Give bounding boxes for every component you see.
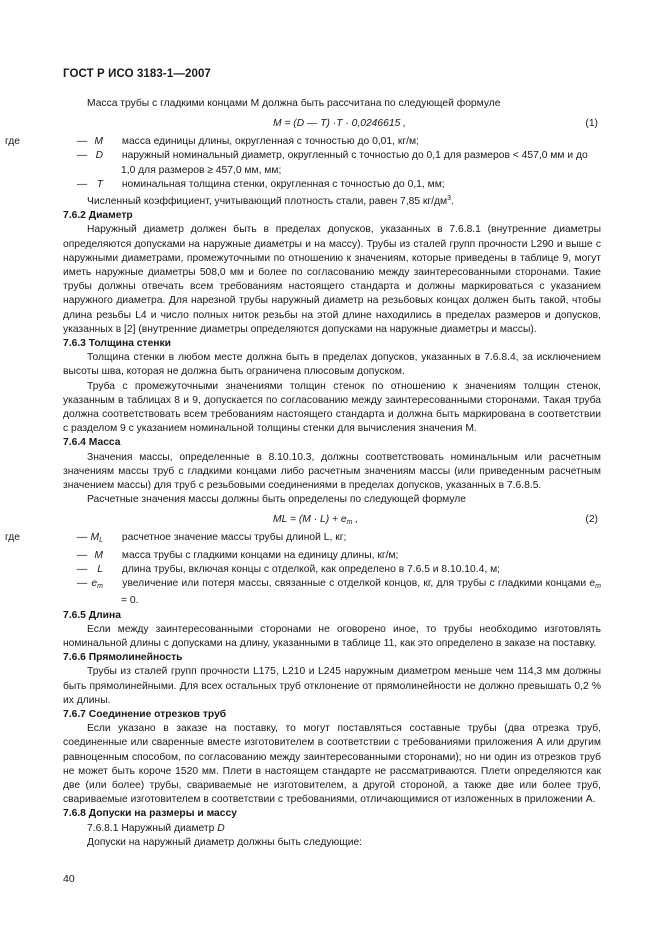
where-text: увеличение или потеря массы, связанные с отделкой концов, кг, для трубы с гладкими концами e [122, 578, 596, 590]
section-7-6-4-p1: Значения массы, определенные в 8.10.10.3, должны соответствовать номинальным или расчетным значениям массы труб с гладкими концами либо расчетным значениям массы (или приведенным расчетным значением массы) для труб с резьбовыми соединениями в пределах допусков, указанных в 7.6.8.5. [63, 451, 601, 492]
where-item [63, 563, 601, 577]
dash: — [76, 549, 88, 561]
section-7-6-2-heading: 7.6.2 Диаметр [63, 210, 133, 222]
dash: — [76, 136, 88, 148]
where-text: масса трубы с гладкими концами на единицу длины, кг/м; [121, 549, 399, 561]
formula-1 [63, 117, 601, 132]
dash: — [76, 563, 88, 575]
where-list-1 [5, 135, 601, 192]
formula-2-expression: ML = $(M \cdot L) + e_m$ , [273, 514, 359, 527]
section-7-6-3-p1: Толщина стенки в любом месте должна быть в пределах допусков, указанных в 7.6.8.4, за исключением высоты шва, которая не должна быть ограничена плюсовым допуском. [63, 352, 601, 378]
dash: — [76, 578, 88, 590]
section-7-6-7-body: Если указано в заказе на поставку, то могут поставляться составные трубы (два отрезка труб, соединенные или сваренные вместе изготовителем в соответствии с требованиями приложения А или другим равноценным способом, по согласованию между заинтересованными сторонами); но ни один из отрезков труб не может быть короче 1520 мм. Плети в настоящем стандарте не рассматриваются. Плети определяются как две (или более) трубы, свариваемые не изготовителем, а другой стороной, а также две или более труб, свариваемые изготовителем в соответствии с требованиями, отличающимися от изложенных в приложении А. [63, 723, 601, 806]
dash: — [76, 150, 88, 162]
section-7-6-7-heading: 7.6.7 Соединение отрезков труб [63, 708, 227, 720]
where-symbol: M [94, 136, 103, 148]
where-item [63, 178, 601, 192]
coefficient-note: Численный коэффициент, учитывающий плотность стали, равен 7,85 $кг/дм^3$. [87, 195, 454, 208]
where-item [63, 549, 601, 563]
where-item [63, 149, 601, 177]
dash: — [76, 532, 88, 544]
section-7-6-8-1-body: Допуски на наружный диаметр должны быть следующие: [87, 836, 363, 848]
where-symbol: M [94, 549, 103, 561]
where-text: масса единицы длины, округленная с точностью до 0,01, кг/м; [121, 136, 419, 148]
where-symbol: T [96, 178, 103, 190]
formula-1-number: (1) [585, 118, 598, 130]
section-7-6-8-1-label: 7.6.8.1 Наружный диаметр D [87, 822, 225, 834]
section-7-6-3-heading: 7.6.3 Толщина стенки [63, 338, 172, 350]
where-item: $e_m—$ увеличение или потеря массы, связанные с отделкой концов, кг, для трубы с гладкими концами $e_m = 0$. [76, 578, 601, 607]
where-list-2 [5, 531, 601, 608]
document-body [5, 97, 601, 850]
where-lead: где [5, 136, 21, 148]
where-text: длина трубы, включая концы с отделкой, как определено в 7.6.5 и 8.10.10.4, м; [121, 563, 501, 575]
section-7-6-5-heading: 7.6.5 Длина [63, 609, 121, 621]
where-symbol: D [95, 150, 103, 162]
formula-2 [63, 513, 601, 528]
formula-2-number: (2) [585, 514, 598, 526]
section-7-6-2-body: Наружный диаметр должен быть в пределах допусков, указанных в 7.6.8.1 (внутренние диаметры определяются допусками на наружные диаметры и на массу). Трубы из сталей групп прочности L290 и выше с наружными диаметрами, промежуточными по отношению к значениям, которые приведены в таблице 9, могут иметь наружные диаметры 508,0 мм и более по согласованию между заинтересованными сторонами. Такие трубы должны отвечать всем требованиям настоящего стандарта и должны маркироваться с указанием наружного диаметра. Для нарезной трубы наружный диаметр на резьбовых концах должен быть такой, чтобы длина резьбы L4 и число полных ниток резьбы на этой длине находились в пределах размеров и допусков, указанных в [2] (внутренние диаметры определяются допусками на наружные диаметры и массы). [63, 224, 601, 335]
section-7-6-4-heading: 7.6.4 Масса [63, 437, 121, 449]
section-7-6-8-heading: 7.6.8 Допуски на размеры и массу [63, 808, 237, 820]
section-7-6-6-heading: 7.6.6 Прямолинейность [63, 652, 183, 664]
where-symbol: L [97, 563, 103, 575]
where-item: где $M_L—$ расчетное значение массы трубы длиной L, кг; [5, 532, 347, 545]
where-item [5, 135, 601, 149]
document-header: ГОСТ Р ИСО 3183-1—2007 [63, 68, 211, 80]
dash: — [76, 178, 88, 190]
section-7-6-4-p2: Расчетные значения массы должны быть определены по следующей формуле [87, 494, 467, 506]
where-text: наружный номинальный диаметр, округленный с точностью до 0,1 для размеров < 457,0 мм и до 1,0 для размеров ≥ 457,0 мм, мм; [121, 150, 588, 176]
page-number: 40 [63, 873, 75, 885]
formula-1-expression: M = (D — T) ·T · 0,0246615 , [273, 118, 407, 130]
section-7-6-3-p2: Труба с промежуточными значениями толщин стенок по отношению к значениям толщин стенок, указанным в таблицах 8 и 9, допускается по согласованию между заинтересованными сторонами. Такая труба должна соответствовать всем требованиям настоящего стандарта и должна быть маркирована в соответствии с разделом 9 с указанием номинальной толщины стенки для вычисления значения М. [63, 380, 601, 435]
where-text: расчетное значение массы трубы длиной L, кг; [121, 532, 347, 544]
section-7-6-6-body: Трубы из сталей групп прочности L175, L210 и L245 наружным диаметром меньше чем 114,3 мм должны быть прямолинейными. Для всех остальных труб отклонение от прямолинейности не должно превышать 0,2 % их длины. [63, 666, 601, 706]
where-text: номинальная толщина стенки, округленная с точностью до 0,1, мм; [121, 178, 445, 190]
section-7-6-5-body: Если между заинтересованными сторонами не оговорено иное, то трубы необходимо изготовлять номинальной длины с допусками на длину, указанными в таблице 11, как это определено в заказе на поставку. [63, 623, 601, 649]
intro-paragraph: Масса трубы с гладкими концами М должна быть рассчитана по следующей формуле [87, 98, 501, 109]
